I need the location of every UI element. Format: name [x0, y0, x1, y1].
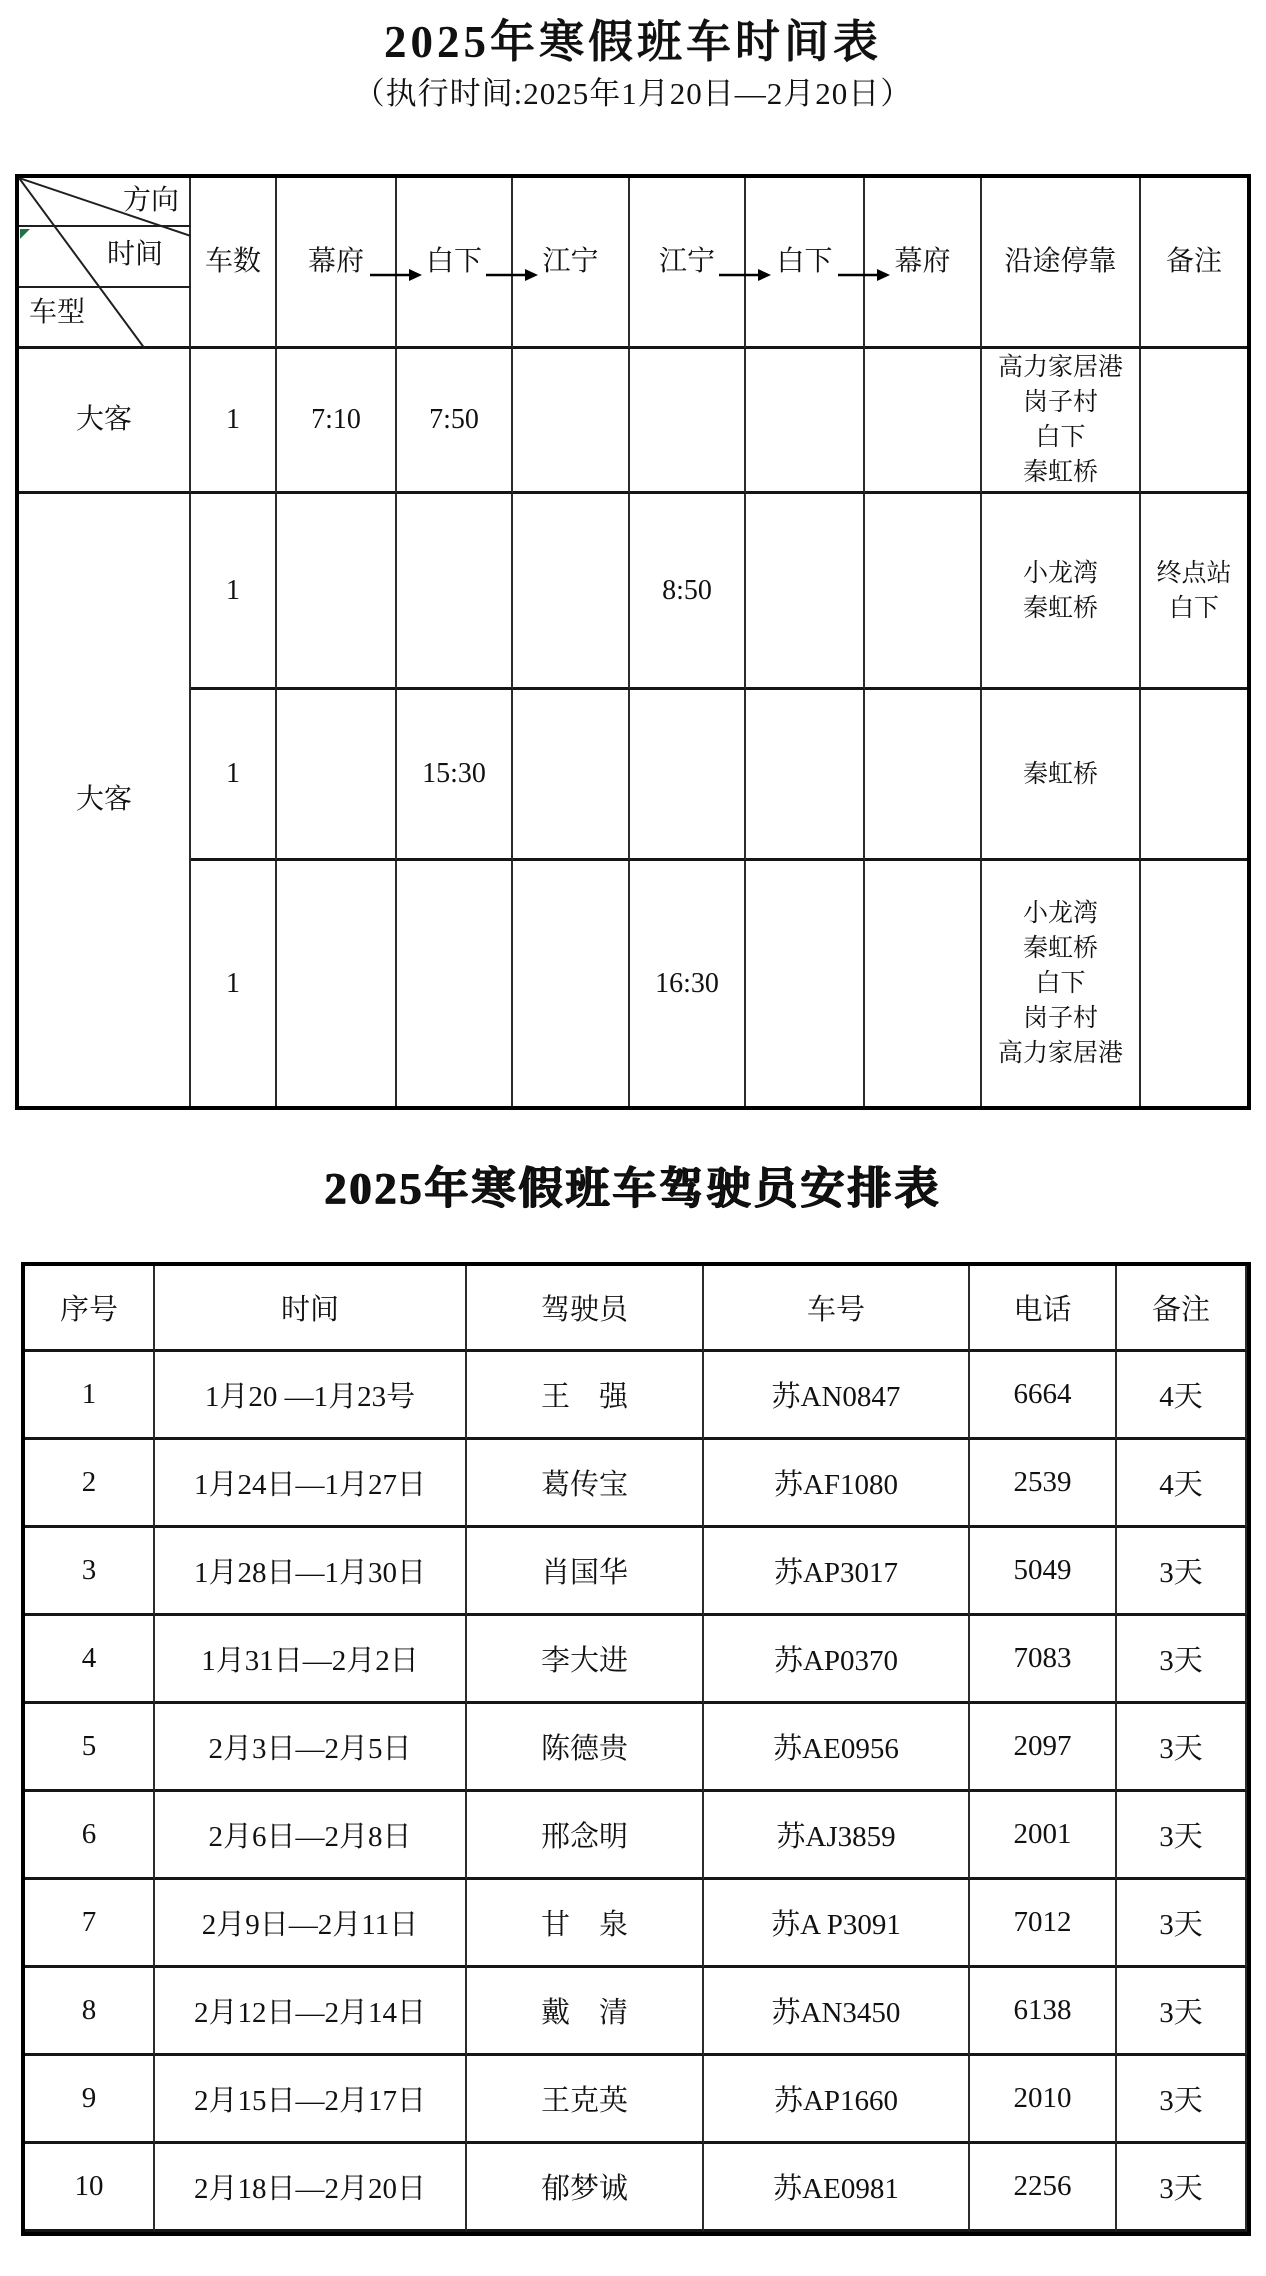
cell-phone: 2256 — [970, 2144, 1117, 2232]
driver-header-plate: 车号 — [704, 1266, 970, 1352]
header-label: 幕府 — [894, 246, 951, 277]
cell-dates: 1月31日—2月2日 — [155, 1616, 467, 1704]
cell-time — [746, 861, 865, 1106]
cell-phone: 6664 — [970, 1352, 1117, 1440]
header-stops: 沿途停靠 — [982, 178, 1141, 349]
cell-plate: 苏A P3091 — [704, 1880, 970, 1968]
header-return-mufu — [865, 178, 982, 349]
cell-phone: 7083 — [970, 1616, 1117, 1704]
cell-time — [513, 494, 630, 690]
cell-bus-count: 1 — [191, 861, 277, 1106]
driver-header-driver: 驾驶员 — [467, 1266, 704, 1352]
header-label: 江宁 — [658, 246, 715, 277]
cell-time — [746, 494, 865, 690]
cell-dates: 1月28日—1月30日 — [155, 1528, 467, 1616]
cell-time — [513, 349, 630, 494]
driver-header-phone: 电话 — [970, 1266, 1117, 1352]
cell-phone: 2010 — [970, 2056, 1117, 2144]
cell-driver: 邢念明 — [467, 1792, 704, 1880]
cell-time — [630, 349, 746, 494]
cell-phone: 2539 — [970, 1440, 1117, 1528]
cell-dates: 2月18日—2月20日 — [155, 2144, 467, 2232]
page-title: 2025年寒假班车时间表 — [383, 17, 882, 67]
cell-time — [746, 349, 865, 494]
cell-days: 3天 — [1117, 1880, 1247, 1968]
corner-header-cell — [19, 178, 191, 349]
schedule-table — [15, 174, 1251, 1110]
cell-driver: 王克英 — [467, 2056, 704, 2144]
cell-plate: 苏AE0956 — [704, 1704, 970, 1792]
cell-dates: 2月3日—2月5日 — [155, 1704, 467, 1792]
corner-label-direction: 方向 — [122, 185, 179, 216]
header-label: 幕府 — [307, 246, 364, 277]
cell-time — [397, 494, 513, 690]
cell-plate: 苏AN3450 — [704, 1968, 970, 2056]
cell-index: 4 — [25, 1616, 155, 1704]
cell-remark — [1141, 349, 1247, 494]
header-label: 白下 — [776, 246, 833, 277]
cell-plate: 苏AN0847 — [704, 1352, 970, 1440]
cell-time — [630, 690, 746, 861]
driver-table-title: 2025年寒假班车驾驶员安排表 — [324, 1164, 942, 1213]
cell-bus-count: 1 — [191, 690, 277, 861]
cell-driver: 郁梦诚 — [467, 2144, 704, 2232]
cell-bus-count: 1 — [191, 494, 277, 690]
header-return-baixia — [746, 178, 865, 349]
cell-time — [513, 690, 630, 861]
route-arrow-icon — [485, 267, 539, 283]
cell-time: 8:50 — [630, 494, 746, 690]
cell-dates: 2月15日—2月17日 — [155, 2056, 467, 2144]
cell-index: 3 — [25, 1528, 155, 1616]
cell-days: 3天 — [1117, 1704, 1247, 1792]
route-arrow-icon — [718, 267, 772, 283]
cell-stops: 高力家居港 岗子村 白下 秦虹桥 — [982, 349, 1141, 494]
cell-driver: 李大进 — [467, 1616, 704, 1704]
driver-table — [21, 1262, 1251, 2236]
cell-index: 10 — [25, 2144, 155, 2232]
cell-time — [865, 349, 982, 494]
cell-index: 8 — [25, 1968, 155, 2056]
cell-phone: 2001 — [970, 1792, 1117, 1880]
cell-driver: 陈德贵 — [467, 1704, 704, 1792]
cell-days: 3天 — [1117, 2144, 1247, 2232]
header-remark: 备注 — [1141, 178, 1247, 349]
header-outbound-mufu — [277, 178, 397, 349]
cell-plate: 苏AP0370 — [704, 1616, 970, 1704]
cell-days: 4天 — [1117, 1440, 1247, 1528]
cell-stops: 秦虹桥 — [982, 690, 1141, 861]
header-outbound-jiangning — [513, 178, 630, 349]
cell-phone: 5049 — [970, 1528, 1117, 1616]
cell-remark — [1141, 861, 1247, 1106]
cell-driver: 葛传宝 — [467, 1440, 704, 1528]
cell-index: 6 — [25, 1792, 155, 1880]
cell-time — [865, 690, 982, 861]
cell-driver: 甘 泉 — [467, 1880, 704, 1968]
header-label: 白下 — [425, 246, 482, 277]
route-arrow-icon — [369, 267, 423, 283]
page-subtitle: （执行时间:2025年1月20日—2月20日） — [353, 76, 913, 111]
cell-remark — [1141, 690, 1247, 861]
cell-days: 3天 — [1117, 1792, 1247, 1880]
cell-dates: 2月12日—2月14日 — [155, 1968, 467, 2056]
route-arrow-icon — [837, 267, 891, 283]
cell-dates: 1月24日—1月27日 — [155, 1440, 467, 1528]
cell-driver: 王 强 — [467, 1352, 704, 1440]
driver-header-index: 序号 — [25, 1266, 155, 1352]
cell-plate: 苏AJ3859 — [704, 1792, 970, 1880]
cell-days: 3天 — [1117, 2056, 1247, 2144]
cell-dates: 2月9日—2月11日 — [155, 1880, 467, 1968]
cell-time: 15:30 — [397, 690, 513, 861]
cell-days: 4天 — [1117, 1352, 1247, 1440]
cell-dates: 1月20 —1月23号 — [155, 1352, 467, 1440]
header-bus-count: 车数 — [191, 178, 277, 349]
cell-time — [746, 690, 865, 861]
corner-label-vehicle-type: 车型 — [29, 297, 86, 328]
cell-plate: 苏AP1660 — [704, 2056, 970, 2144]
header-outbound-baixia — [397, 178, 513, 349]
cell-time — [513, 861, 630, 1106]
corner-label-time: 时间 — [106, 239, 163, 270]
cell-index: 2 — [25, 1440, 155, 1528]
cell-time — [865, 861, 982, 1106]
driver-header-time: 时间 — [155, 1266, 467, 1352]
cell-flag-icon — [20, 229, 30, 239]
cell-time — [277, 690, 397, 861]
header-label: 江宁 — [542, 246, 599, 277]
cell-phone: 2097 — [970, 1704, 1117, 1792]
cell-time: 7:50 — [397, 349, 513, 494]
cell-stops: 小龙湾 秦虹桥 白下 岗子村 高力家居港 — [982, 861, 1141, 1106]
cell-time — [397, 861, 513, 1106]
cell-time — [277, 494, 397, 690]
cell-days: 3天 — [1117, 1616, 1247, 1704]
cell-plate: 苏AE0981 — [704, 2144, 970, 2232]
cell-driver: 肖国华 — [467, 1528, 704, 1616]
cell-index: 1 — [25, 1352, 155, 1440]
cell-plate: 苏AP3017 — [704, 1528, 970, 1616]
cell-time: 16:30 — [630, 861, 746, 1106]
document-page — [0, 16, 1266, 2276]
cell-days: 3天 — [1117, 1528, 1247, 1616]
cell-bus-count: 1 — [191, 349, 277, 494]
cell-phone: 6138 — [970, 1968, 1117, 2056]
cell-driver: 戴 清 — [467, 1968, 704, 2056]
cell-time — [277, 861, 397, 1106]
cell-index: 7 — [25, 1880, 155, 1968]
cell-time: 7:10 — [277, 349, 397, 494]
cell-days: 3天 — [1117, 1968, 1247, 2056]
cell-plate: 苏AF1080 — [704, 1440, 970, 1528]
cell-time — [865, 494, 982, 690]
cell-index: 5 — [25, 1704, 155, 1792]
cell-phone: 7012 — [970, 1880, 1117, 1968]
cell-vehicle-type: 大客 — [19, 349, 191, 494]
header-return-jiangning — [630, 178, 746, 349]
driver-header-remark: 备注 — [1117, 1266, 1247, 1352]
cell-stops: 小龙湾 秦虹桥 — [982, 494, 1141, 690]
cell-dates: 2月6日—2月8日 — [155, 1792, 467, 1880]
cell-remark: 终点站 白下 — [1141, 494, 1247, 690]
cell-vehicle-type-merged: 大客 — [19, 494, 191, 1106]
cell-index: 9 — [25, 2056, 155, 2144]
